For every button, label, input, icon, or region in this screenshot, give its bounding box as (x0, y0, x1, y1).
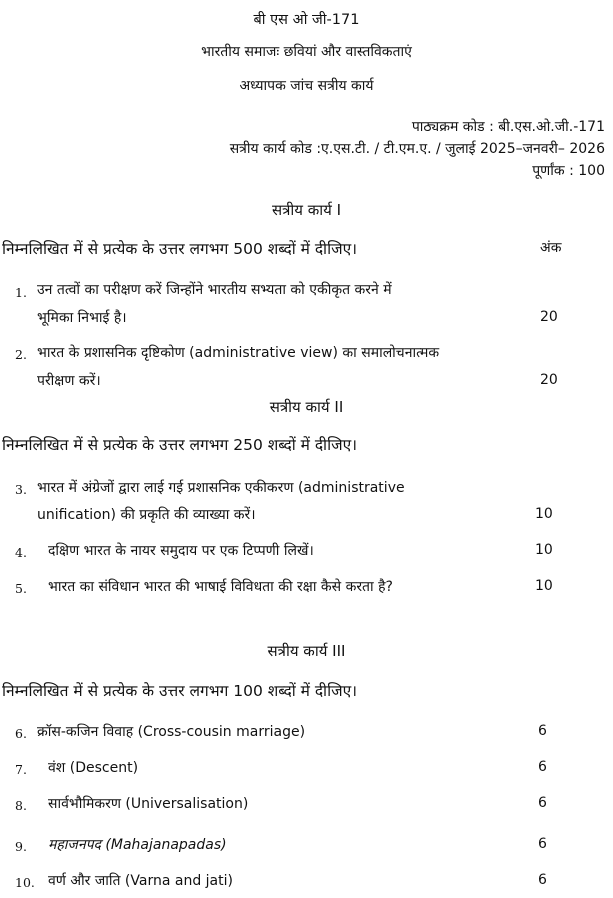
section-1-instruction: निम्नलिखित में से प्रत्येक के उत्तर लगभग 500 शब्दों में दीजिए। (2, 240, 358, 258)
section-2-instruction: निम्नलिखित में से प्रत्येक के उत्तर लगभग 250 शब्दों में दीजिए। (2, 436, 358, 454)
section-2-title: सत्रीय कार्य II (269, 398, 344, 416)
question-text: सार्वभौमिकरण (Universalisation) (48, 796, 249, 812)
question-text: भारत में अंग्रेजों द्वारा लाई गई प्रशासनिक एकीकरण (administrative (37, 480, 405, 496)
question-text-cont: परीक्षण करें। (37, 373, 101, 389)
question-text: वर्ण और जाति (Varna and jati) (48, 873, 233, 889)
question-number: 5. (15, 581, 27, 596)
max-marks-line: पूर्णांक : 100 (532, 163, 605, 179)
question-text: महाजनपद (Mahajanapadas) (48, 837, 227, 853)
question-marks: 6 (538, 836, 547, 852)
question-number: 8. (15, 798, 27, 813)
question-marks: 20 (540, 372, 558, 388)
section-1-title: सत्रीय कार्य I (271, 201, 342, 219)
question-number: 7. (15, 762, 27, 777)
section-3-instruction: निम्नलिखित में से प्रत्येक के उत्तर लगभग 100 शब्दों में दीजिए। (2, 682, 358, 700)
question-marks: 10 (535, 542, 553, 558)
question-number: 4. (15, 545, 27, 560)
question-text: भारत के प्रशासनिक दृष्टिकोण (administrative view) का समालोचनात्मक (37, 345, 440, 361)
question-marks: 20 (540, 309, 558, 325)
course-code-line: पाठ्यक्रम कोड : बी.एस.ओ.जी.-171 (411, 119, 605, 135)
course-code-title: बी एस ओ जी-171 (253, 12, 360, 28)
question-number: 10. (15, 875, 35, 890)
question-number: 6. (15, 726, 27, 741)
question-number: 9. (15, 839, 27, 854)
course-title: भारतीय समाजः छवियां और वास्तविकताएं (201, 44, 412, 60)
question-marks: 10 (535, 506, 553, 522)
question-text: भारत का संविधान भारत की भाषाई विविधता की रक्षा कैसे करता है? (48, 579, 393, 595)
marks-header: अंक (540, 240, 562, 256)
question-marks: 6 (538, 759, 547, 775)
question-marks: 6 (538, 795, 547, 811)
question-text: वंश (Descent) (48, 760, 139, 776)
question-text-cont: unification) की प्रकृति की व्याख्या करें। (37, 507, 256, 523)
question-number: 3. (15, 482, 27, 497)
question-number: 2. (15, 347, 27, 362)
question-text: दक्षिण भारत के नायर समुदाय पर एक टिप्पणी लिखें। (48, 543, 314, 559)
question-marks: 10 (535, 578, 553, 594)
question-marks: 6 (538, 723, 547, 739)
question-text: क्रॉस-कजिन विवाह (Cross-cousin marriage) (37, 724, 306, 740)
question-text-cont: भूमिका निभाई है। (37, 310, 127, 326)
section-3-title: सत्रीय कार्य III (267, 642, 346, 660)
question-text: उन तत्वों का परीक्षण करें जिन्होंने भारतीय सभ्यता को एकीकृत करने में (37, 282, 392, 298)
question-marks: 6 (538, 872, 547, 888)
question-number: 1. (15, 285, 27, 300)
assignment-code-line: सत्रीय कार्य कोड :ए.एस.टी. / टी.एम.ए. / जुलाई 2025–जनवरी– 2026 (229, 141, 605, 157)
document-title: अध्यापक जांच सत्रीय कार्य (239, 78, 374, 94)
